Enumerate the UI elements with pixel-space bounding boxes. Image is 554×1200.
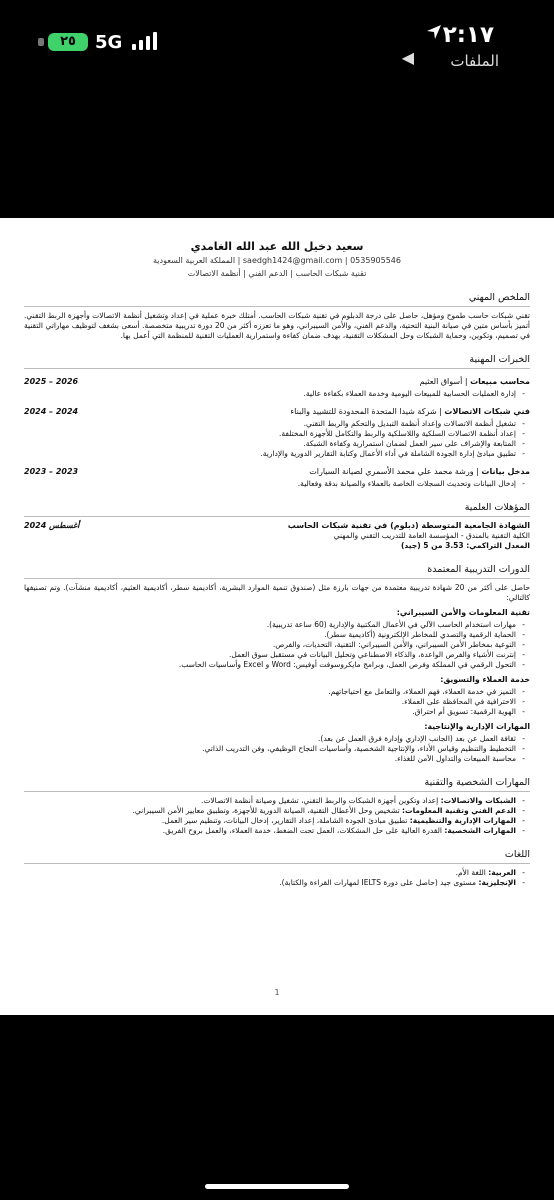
course-item: - محاسبة المبيعات والتداول الآمن للغذاء.	[24, 754, 516, 764]
skill-item	[24, 816, 516, 826]
skill-item-text: تطبيق مبادئ الجودة الشاملة، إعداد التقارير، إدخال البيانات، وتنظيم سير العمل.	[161, 816, 408, 825]
job-bullet: - تشغيل أنظمة الاتصالات وإعداد أنظمة التبديل والتحكم والربط التقني.	[24, 419, 516, 429]
course-item: - التحول الرقمي في المملكة وفرص العمل، وبرامج مايكروسوفت أوفيس: Word و Excel وأساسيات الحاسب.	[24, 660, 516, 670]
course-group-title: المهارات الإدارية والإنتاجية:	[424, 722, 530, 731]
course-group-title: خدمة العملاء والتسويق:	[440, 675, 530, 684]
courses-heading: الدورات التدريبية المعتمدة	[24, 565, 530, 579]
job-title: فني شبكات الاتصالات	[444, 407, 530, 416]
job-header	[24, 467, 530, 477]
resume-name: سعيد دخيل الله عبد الله الغامدي	[190, 240, 364, 253]
course-item: - ثقافة العمل عن بعد (الجانب الإداري وإدارة فرق العمل عن بعد).	[24, 734, 516, 744]
job-title: مدخل بيانات	[481, 467, 530, 476]
summary-heading: الملخص المهني	[24, 293, 530, 307]
job-bullet: - المتابعة والإشراف على سير العمل لضمان استمرارية وكفاءة الشبكة.	[24, 439, 516, 449]
course-item: - الحماية الرقمية والتصدي للمخاطر الإلكترونية (أكاديمية سطر).	[24, 630, 516, 640]
job-date: 2023 – 2023	[24, 467, 79, 476]
bottom-area	[0, 1015, 554, 1200]
job-company: شركة شيدا المتحدة المحدودة للتشييد والبناء	[290, 407, 437, 416]
course-group-title: تقنية المعلومات والأمن السيبراني:	[396, 608, 530, 617]
job-company: ورشة محمد علي محمد الأسمري لصيانة السيارات	[309, 467, 474, 476]
skill-item-text: القدرة العالية على حل المشكلات، العمل تحت الضغط، خدمة العملاء، والعمل بروح الفريق.	[162, 826, 442, 835]
job-header	[24, 407, 530, 417]
courses-intro: حاصل على أكثر من 20 شهادة تدريبية معتمدة من جهات بارزة مثل (صندوق تنمية الموارد البشرية، أكاديمية سطر، أكاديمية العثيم، أكاديمية منشآت). وتم تصنيفها كالتالي:	[24, 583, 531, 602]
job-role: فني شبكات الاتصالات | شركة شيدا المتحدة المحدودة للتشييد والبناء	[290, 407, 530, 416]
course-list	[24, 620, 530, 670]
language-item	[24, 878, 516, 888]
degree-date: أغسطس 2024	[24, 521, 80, 530]
skill-item-text: تشخيص وحل الأعطال التقنية، الصيانة الدورية للأجهزة، وتطبيق معايير الأمن السيبراني.	[132, 806, 400, 815]
back-caret-icon[interactable]: ◀	[401, 48, 414, 67]
job-bullet: - إدارة العمليات الحسابية للمبيعات اليومية وخدمة العملاء بكفاءة عالية.	[24, 389, 516, 399]
course-item: - التميز في خدمة العملاء، فهم العملاء، والتعامل مع احتياجاتهم.	[24, 687, 516, 697]
skill-item-label: الشبكات والاتصالات:	[440, 796, 516, 805]
education-heading: المؤهلات العلمية	[24, 503, 530, 517]
resume-titles: تقنية شبكات الحاسب | الدعم الفني | أنظمة الاتصالات	[187, 269, 367, 278]
status-bar	[0, 0, 554, 105]
skill-item	[24, 796, 516, 806]
course-item: - التخطيط والتنظيم وقياس الأداء، والإنتاجية الشخصية، وأساسيات النجاح الوظيفي، وفن التدريب الذاتي.	[24, 744, 516, 754]
battery-cap	[38, 38, 44, 46]
signal-icon	[132, 32, 160, 50]
course-list	[24, 687, 530, 717]
languages-list	[24, 868, 530, 888]
course-item: - التوعية بمخاطر الأمن السيبراني، والأمن السيبراني: التقنية، التحديات، والفرص.	[24, 640, 516, 650]
course-item: - مهارات استخدام الحاسب الآلي في الأعمال المكتبية والإدارية (60 ساعة تدريبية).	[24, 620, 516, 630]
job-entry	[24, 467, 530, 489]
job-company: أسواق العثيم	[419, 377, 463, 386]
degree-title: الشهادة الجامعية المتوسطة (دبلوم) في تقنية شبكات الحاسب	[287, 521, 530, 530]
skill-item-label: الدعم الفني وتقنية المعلومات:	[402, 806, 516, 815]
skill-item	[24, 806, 516, 816]
course-list	[24, 734, 530, 764]
job-header	[24, 377, 530, 387]
language-item-text: اللغة الأم.	[455, 868, 486, 877]
jobs-list	[24, 377, 530, 489]
job-bullets	[24, 389, 530, 399]
network-label: 5G	[95, 32, 123, 53]
skill-item-label: المهارات الشخصية:	[444, 826, 516, 835]
summary-text: تقني شبكات حاسب طموح ومؤهل، حاصل على درجة الدبلوم في تقنية شبكات الحاسب. أمتلك خبرة عملية في إعداد وتشغيل أنظمة الاتصالات وأجهزة الربط التقني. أتميز بأساس متين في صيانة البنية التحتية، والدعم الفني، والأمن السيبراني، وهو ما تعززه أكثر من 20 دورة تدريبية متخصصة. أسعى بشغف لتوظيف مهاراتي التقنية في تصميم، وتكوين، وحماية الشبكات وحل المشكلات التقنية، بهدف ضمان كفاءة واستمرارية العمليات التقنية للمنظمة التي أعمل بها.	[24, 311, 530, 340]
language-item	[24, 868, 516, 878]
school-name: الكلية التقنية بالمندق - المؤسسة العامة للتدريب التقني والمهني	[333, 531, 530, 540]
job-bullet: - إعداد أنظمة الاتصالات السلكية واللاسلكية والربط والتكامل للأجهزة المختلفة.	[24, 429, 516, 439]
job-bullets	[24, 419, 530, 459]
job-entry	[24, 407, 530, 459]
job-role: مدخل بيانات | ورشة محمد علي محمد الأسمري لصيانة السيارات	[309, 467, 530, 476]
language-item-text: مستوى جيد (حاصل على دورة IELTS لمهارات القراءة والكتابة).	[279, 878, 477, 887]
job-date: 2024 – 2024	[24, 407, 79, 416]
document-page	[0, 218, 554, 1015]
education-header	[24, 521, 530, 531]
page-number: 1	[274, 988, 280, 997]
languages-heading: اللغات	[24, 850, 530, 864]
language-item-label: العربية:	[488, 868, 516, 877]
course-item: - الهوية الرقمية: تسويق أم احتراق.	[24, 707, 516, 717]
language-item-label: الإنجليزية:	[478, 878, 516, 887]
clock-time: ٢:١٧	[442, 22, 494, 48]
gpa: المعدل التراكمي: 3.53 من 5 (جيد)	[401, 541, 530, 550]
job-role: محاسب مبيعات | أسواق العثيم	[419, 377, 530, 386]
experience-heading: الخبرات المهنية	[24, 355, 530, 369]
back-to-files-link[interactable]: الملفات	[450, 52, 499, 70]
resume	[24, 242, 530, 888]
job-entry	[24, 377, 530, 399]
battery-indicator: ٢٥	[48, 33, 88, 51]
job-bullet: - تطبيق مبادئ إدارة الجودة الشاملة في أداء الأعمال وكتابة التقارير الدورية والإدارية.	[24, 449, 516, 459]
skill-item-label: المهارات الإدارية والتنظيمية:	[409, 816, 516, 825]
skills-list	[24, 796, 530, 836]
course-groups	[24, 608, 530, 764]
job-bullet: - إدخال البيانات وتحديث السجلات الخاصة بالعملاء والصيانة بدقة وفعالية.	[24, 479, 516, 489]
home-indicator[interactable]	[205, 1184, 349, 1189]
job-bullets	[24, 479, 530, 489]
location-arrow-icon	[426, 24, 442, 40]
job-title: محاسب مبيعات	[470, 377, 530, 386]
skills-heading: المهارات الشخصية والتقنية	[24, 778, 530, 792]
skill-item-text: إعداد وتكوين أجهزة الشبكات والربط التقني، تشغيل وصيانة أنظمة الاتصالات.	[200, 796, 439, 805]
resume-contact: saedgh1424@gmail.com | 0535905546 | المملكة العربية السعودية	[153, 256, 401, 265]
skill-item	[24, 826, 516, 836]
course-item: - الاحترافية في المحافظة على العملاء.	[24, 697, 516, 707]
job-date: 2025 – 2026	[24, 377, 79, 386]
course-item: - إنترنت الأشياء والفرص الواعدة، والذكاء الاصطناعي وتحليل البيانات في مستقبل سوق العمل.	[24, 650, 516, 660]
